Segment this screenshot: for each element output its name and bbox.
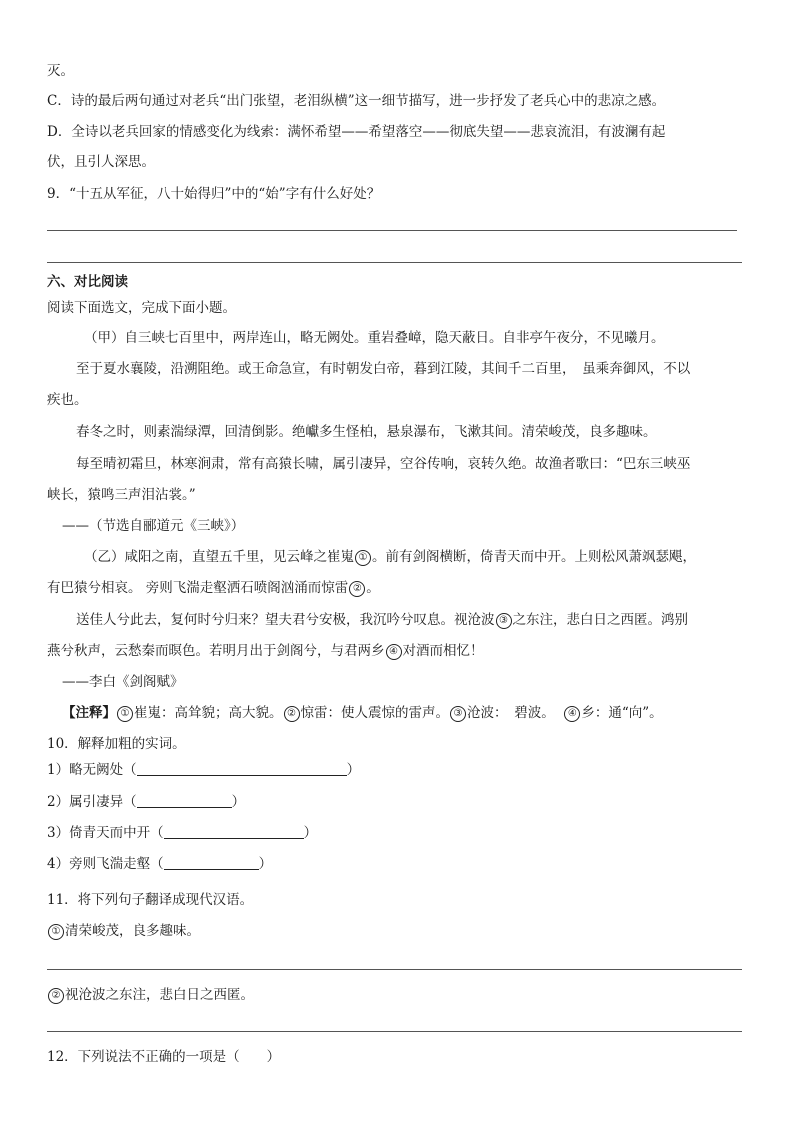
section6-title: 六、对比阅读: [47, 274, 128, 290]
q12-text: 12．下列说法不正确的一项是（ ）: [47, 1049, 281, 1065]
yi-paragraph-2b: 燕兮秋声，云愁秦而暝色。若明月出于剑阁兮，与君两乡 ④ 对酒而相忆！: [47, 643, 484, 659]
jia-paragraph-1: （甲）自三峡七百里中，两岸连山，略无阙处。重岩叠嶂，隐天蔽日。自非亭午夜分，不见曦月。: [84, 330, 665, 346]
q11-answer-line-1[interactable]: [47, 969, 742, 970]
yi-source: ——李白《剑阁赋》: [62, 674, 184, 690]
q10-blank-3[interactable]: [164, 823, 304, 839]
q9-text: 9．“十五从军征，八十始得归”中的“始”字有什么好处？: [47, 186, 381, 202]
jia-paragraph-2b: 疾也。: [47, 392, 88, 408]
jia-source: ——（节选自郦道元《三峡》）: [62, 518, 245, 534]
q10-blank-1[interactable]: [137, 760, 347, 776]
note-mark-2: ②: [349, 581, 365, 597]
note-mark-1: ①: [355, 550, 371, 566]
q11-sentence-1: ① 清荣峻茂，良多趣味。: [47, 921, 744, 941]
section-divider: [47, 262, 742, 263]
q10-item-2: 2）属引凄异（ ）: [47, 794, 246, 810]
q8-continuation: 灭。: [47, 63, 74, 79]
q11-title: 11．将下列句子翻译成现代汉语。: [47, 892, 254, 908]
jia-paragraph-4a: 每至晴初霜旦，林寒涧肃，常有高猿长啸，属引凄异，空谷传响，哀转久绝。故渔者歌曰：“巴东三峡巫: [76, 456, 691, 472]
q8-option-c: C．诗的最后两句通过对老兵“出门张望，老泪纵横”这一细节描写，进一步抒发了老兵心中的悲凉之感。: [47, 93, 666, 109]
note-mark-3: ③: [496, 613, 512, 629]
yi-paragraph-1a: （乙）咸阳之南，直望五千里，见云峰之崔嵬 ① 。前有剑阁横断，倚青天而中开。上则松风萧飒瑟飓，: [84, 549, 696, 565]
q10-blank-2[interactable]: [137, 792, 232, 808]
q10-item-4: 4）旁则飞湍走壑（ ）: [47, 856, 273, 872]
jia-paragraph-3: 春冬之时，则素湍绿潭，回清倒影。绝巘多生怪柏，悬泉瀑布，飞漱其间。清荣峻茂，良多趣味。: [76, 424, 657, 440]
q10-item-1: 1）略无阙处（ ）: [47, 762, 361, 778]
q10-blank-4[interactable]: [164, 854, 259, 870]
annotations-label: 【注释】: [62, 705, 116, 721]
section6-instruction: 阅读下面选文，完成下面小题。: [47, 300, 236, 316]
q11-sentence-2: ② 视沧波之东注，悲白日之西匿。: [47, 985, 744, 1005]
q11-answer-line-2[interactable]: [47, 1031, 742, 1032]
q10-item-3: 3）倚青天而中开（ ）: [47, 825, 318, 841]
yi-paragraph-1b: 有巴猿兮相哀。 旁则飞湍走壑洒石喷阁汹涌而惊雷 ② 。: [47, 580, 380, 596]
q8-option-d-line2: 伏，且引人深思。: [47, 154, 155, 170]
note-mark-4: ④: [386, 644, 402, 660]
annotations: 【注释】 ① 崔嵬：高耸貌；高大貌。 ② 惊雷：使人震惊的雷声。 ③ 沧波： 碧波。 ④ 乡：通“向”。: [62, 705, 663, 721]
q8-option-d-line1: D．全诗以老兵回家的情感变化为线索：满怀希望——希望落空——彻底失望——悲哀流泪，有波澜有起: [47, 124, 666, 140]
jia-paragraph-4b: 峡长，猿鸣三声泪沾裳。”: [47, 487, 196, 503]
jia-paragraph-2a: 至于夏水襄陵，沿溯阻绝。或王命急宣，有时朝发白帝，暮到江陵，其间千二百里， 虽乘奔御风，不以: [76, 361, 691, 377]
q9-answer-line[interactable]: [47, 230, 737, 231]
yi-paragraph-2a: 送佳人兮此去，复何时兮归来？望夫君兮安极，我沉吟兮叹息。视沧波 ③ 之东注，悲白日之西匿。鸿别: [76, 612, 688, 628]
q10-title: 10．解释加粗的实词。: [47, 736, 186, 752]
